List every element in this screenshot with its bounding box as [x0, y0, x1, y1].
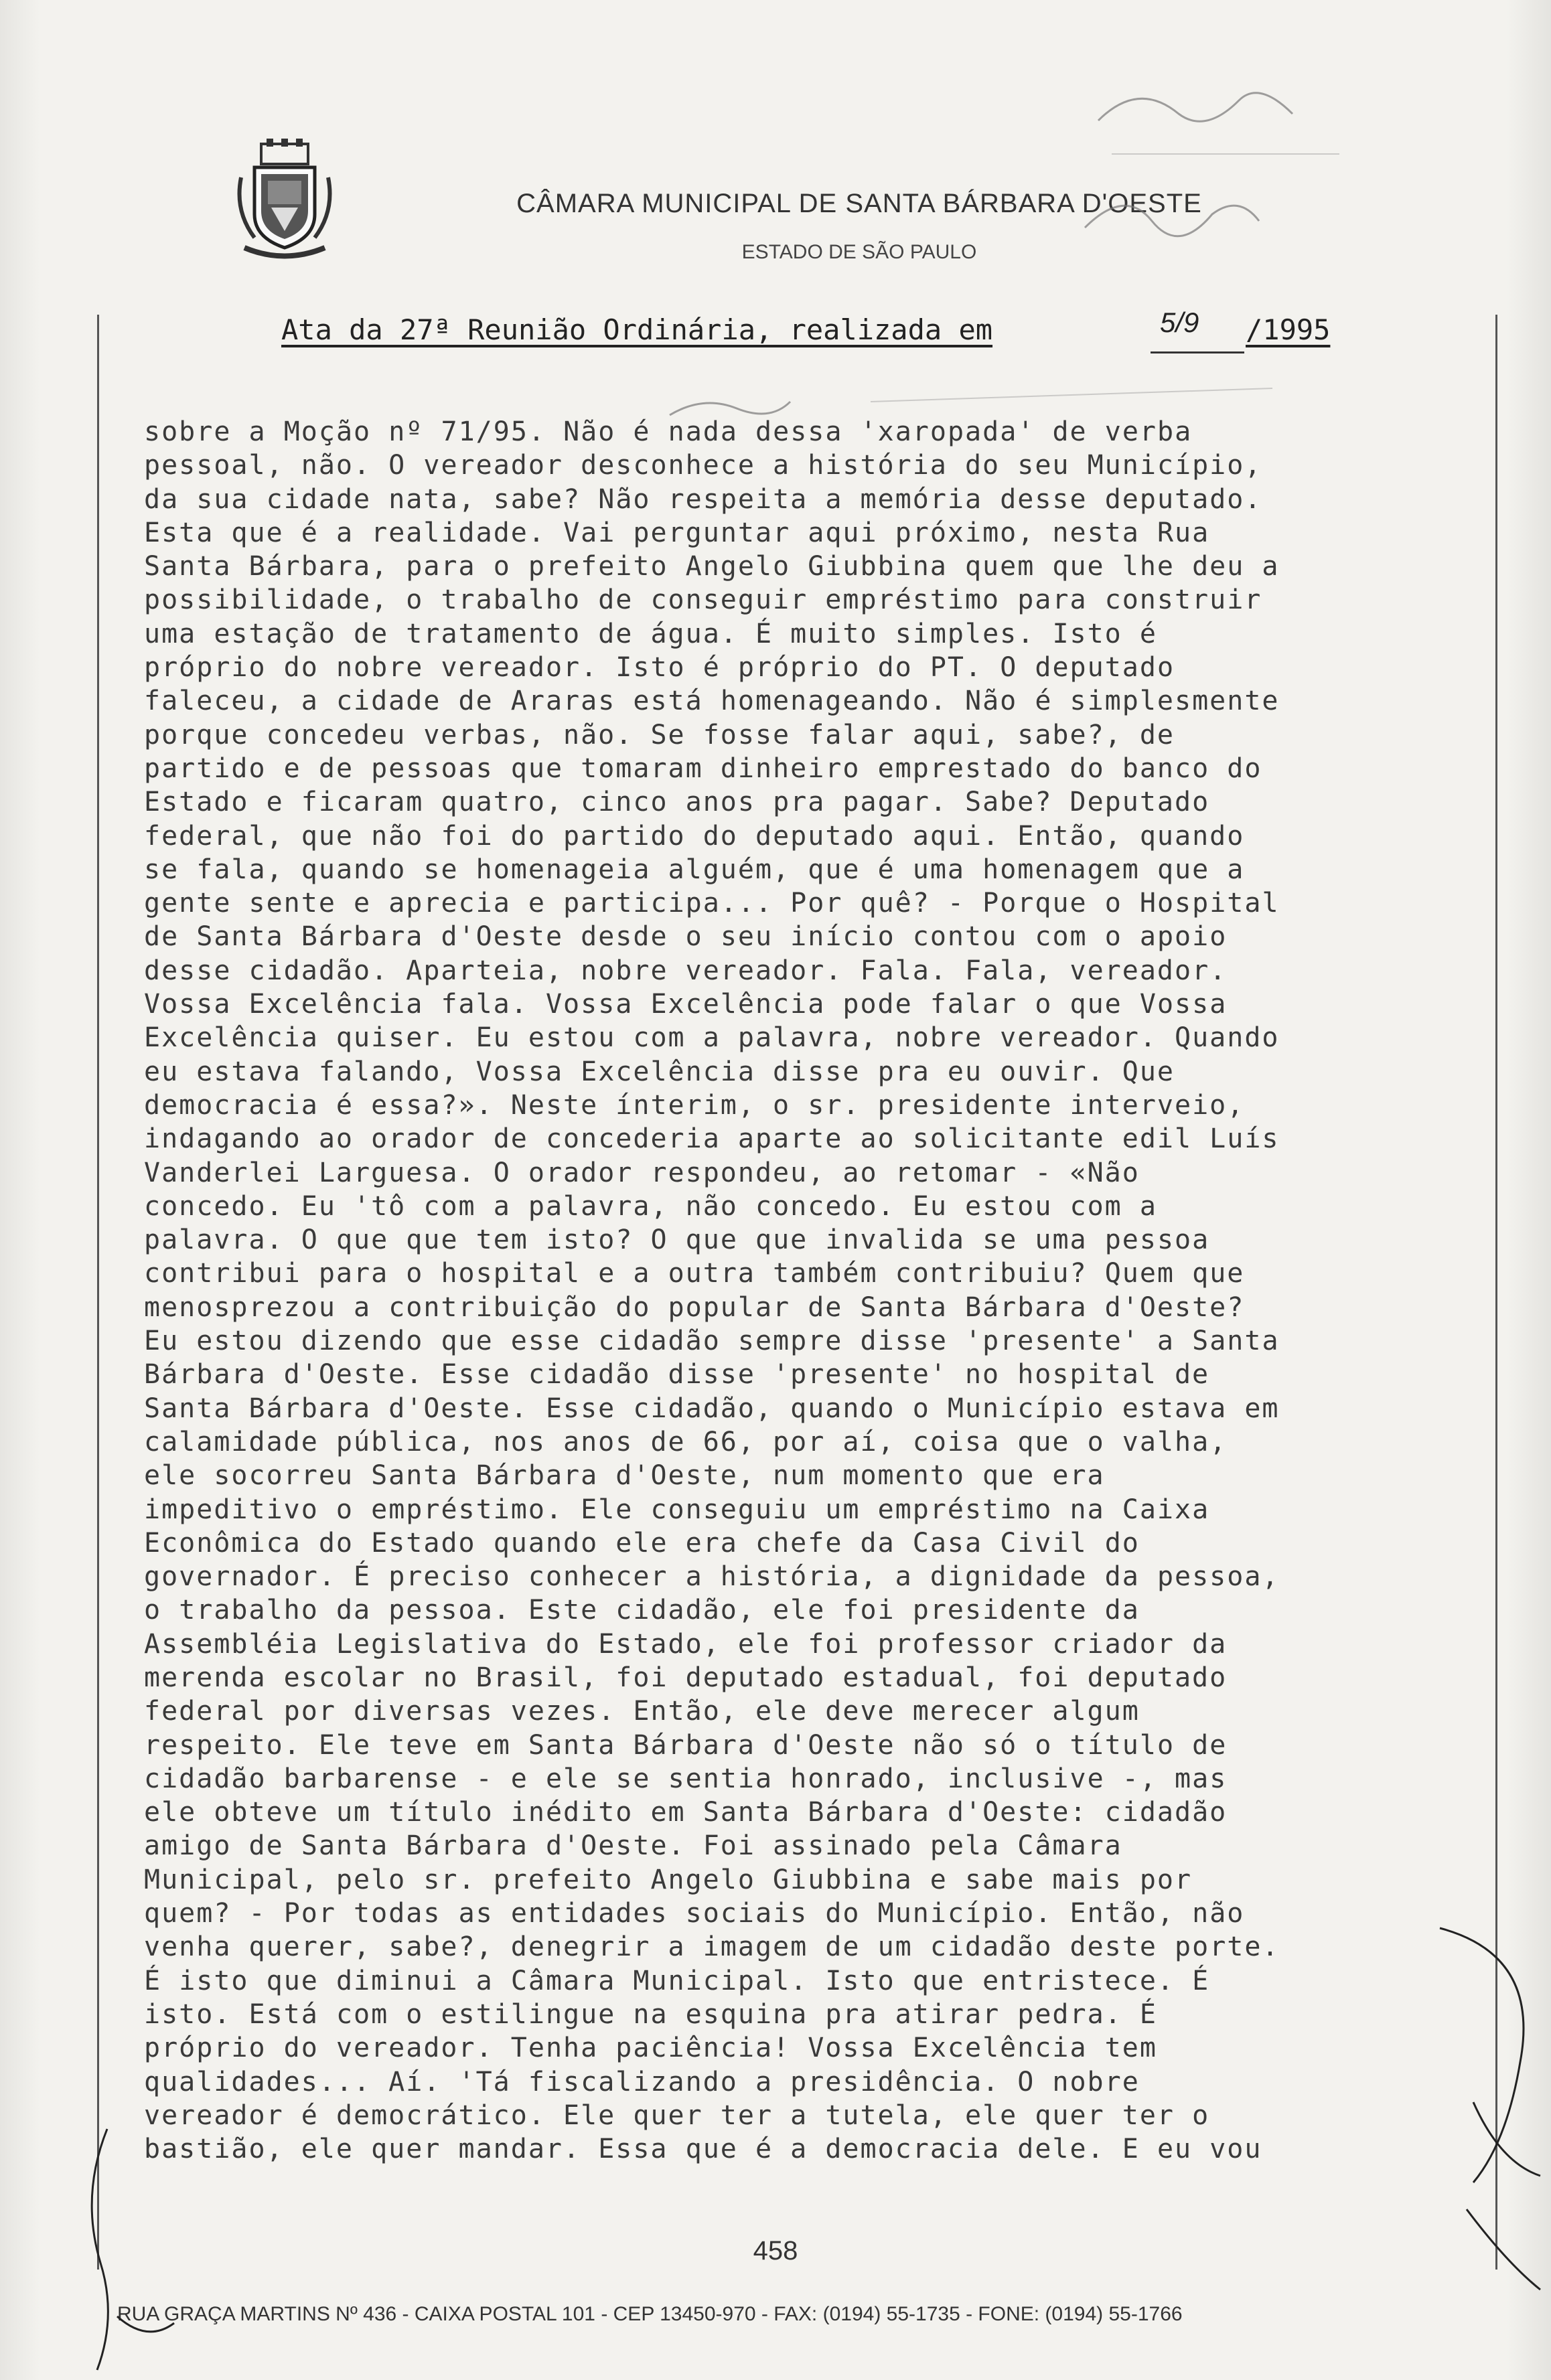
text-line: da sua cidade nata, sabe? Não respeita a memória desse deputado.	[144, 483, 1262, 515]
text-line: cidadão barbarense - e ele se sentia honrado, inclusive -, mas	[144, 1763, 1228, 1794]
text-line: Vossa Excelência fala. Vossa Excelência pode falar o que Vossa	[144, 989, 1228, 1020]
minutes-body-text	[144, 415, 1473, 2166]
text-line: ele socorreu Santa Bárbara d'Oeste, num momento que era	[144, 1460, 1105, 1492]
text-line: o trabalho da pessoa. Este cidadão, ele foi presidente da	[144, 1595, 1140, 1626]
text-line: Excelência quiser. Eu estou com a palavra, nobre vereador. Quando	[144, 1022, 1280, 1054]
session-year: /1995	[1246, 313, 1331, 346]
text-line: contribui para o hospital e a outra também contribuiu? Quem que	[144, 1258, 1245, 1289]
text-line: menosprezou a contribuição do popular de Santa Bárbara d'Oeste?	[144, 1291, 1245, 1323]
text-line: respeito. Ele teve em Santa Bárbara d'Oeste não só o título de	[144, 1729, 1228, 1761]
text-line: sobre a Moção nº 71/95. Não é nada dessa 'xaropada' de verba	[144, 416, 1193, 447]
text-line: faleceu, a cidade de Araras está homenageando. Não é simplesmente	[144, 686, 1280, 717]
text-line: Santa Bárbara d'Oeste. Esse cidadão, quando o Município estava em	[144, 1393, 1280, 1424]
session-title: Ata da 27ª Reunião Ordinária, realizada em	[281, 313, 993, 346]
left-margin-line	[97, 315, 99, 2270]
text-line: Vanderlei Larguesa. O orador respondeu, ao retomar - «Não	[144, 1157, 1140, 1188]
text-line: possibilidade, o trabalho de conseguir empréstimo para construir	[144, 584, 1262, 616]
text-line: qualidades... Aí. 'Tá fiscalizando a presidência. O nobre	[144, 2066, 1140, 2097]
text-line: federal, que não foi do partido do deputado aqui. Então, quando	[144, 820, 1245, 852]
text-line: democracia é essa?». Neste ínterim, o sr. presidente interveio,	[144, 1089, 1245, 1121]
text-line: ele obteve um título inédito em Santa Bárbara d'Oeste: cidadão	[144, 1797, 1228, 1828]
text-line: isto. Está com o estilingue na esquina pra atirar pedra. É	[144, 1998, 1157, 2030]
text-line: venha querer, sabe?, denegrir a imagem de um cidadão deste porte.	[144, 1931, 1280, 1963]
text-line: eu estava falando, Vossa Excelência disse pra eu ouvir. Que	[144, 1056, 1175, 1087]
text-line: próprio do vereador. Tenha paciência! Vossa Excelência tem	[144, 2033, 1157, 2064]
right-margin-line	[1495, 315, 1497, 2270]
text-line: merenda escolar no Brasil, foi deputado estadual, foi deputado	[144, 1662, 1228, 1693]
text-line: desse cidadão. Aparteia, nobre vereador. Fala. Fala, vereador.	[144, 955, 1228, 986]
state-name: ESTADO DE SÃO PAULO	[741, 241, 977, 263]
institution-name: CÂMARA MUNICIPAL DE SANTA BÁRBARA D'OESTE	[516, 189, 1202, 218]
text-line: É isto que diminui a Câmara Municipal. Isto que entristece. É	[144, 1965, 1210, 1996]
text-line: porque concedeu verbas, não. Se fosse falar aqui, sabe?, de	[144, 719, 1175, 750]
text-line: de Santa Bárbara d'Oeste desde o seu início contou com o apoio	[144, 921, 1228, 953]
text-line: impeditivo o empréstimo. Ele conseguiu um empréstimo na Caixa	[144, 1494, 1210, 1525]
text-line: Esta que é a realidade. Vai perguntar aqui próximo, nesta Rua	[144, 517, 1210, 548]
text-line: gente sente e aprecia e participa... Por quê? - Porque o Hospital	[144, 888, 1280, 919]
text-line: Eu estou dizendo que esse cidadão sempre disse 'presente' a Santa	[144, 1326, 1280, 1357]
text-line: palavra. O que que tem isto? O que que invalida se uma pessoa	[144, 1224, 1210, 1256]
text-line: vereador é democrático. Ele quer ter a tutela, ele quer ter o	[144, 2099, 1210, 2131]
session-date: 5/9	[1160, 307, 1199, 338]
text-line: Municipal, pelo sr. prefeito Angelo Giubbina e sabe mais por	[144, 1864, 1193, 1895]
text-line: Econômica do Estado quando ele era chefe da Casa Civil do	[144, 1527, 1140, 1559]
text-line: amigo de Santa Bárbara d'Oeste. Foi assinado pela Câmara	[144, 1830, 1122, 1862]
text-line: Assembléia Legislativa do Estado, ele foi professor criador da	[144, 1628, 1228, 1660]
page-number: 458	[753, 2236, 798, 2266]
text-line: calamidade pública, nos anos de 66, por aí, coisa que o valha,	[144, 1426, 1228, 1457]
text-line: indagando ao orador de concederia aparte ao solicitante edil Luís	[144, 1123, 1280, 1155]
text-line: se fala, quando se homenageia alguém, que é uma homenagem que a	[144, 854, 1245, 885]
text-line: Bárbara d'Oeste. Esse cidadão disse 'presente' no hospital de	[144, 1359, 1210, 1391]
text-line: concedo. Eu 'tô com a palavra, não concedo. Eu estou com a	[144, 1190, 1157, 1222]
footer-address: RUA GRAÇA MARTINS Nº 436 - CAIXA POSTAL 101 - CEP 13450-970 - FAX: (0194) 55-1735 - FONE: (0194) 55-1766	[117, 2303, 1183, 2325]
text-line: próprio do nobre vereador. Isto é próprio do PT. O deputado	[144, 652, 1175, 684]
text-line: Estado e ficaram quatro, cinco anos pra pagar. Sabe? Deputado	[144, 787, 1210, 818]
text-line: federal por diversas vezes. Então, ele deve merecer algum	[144, 1696, 1140, 1727]
text-line: bastião, ele quer mandar. Essa que é a democracia dele. E eu vou	[144, 2134, 1262, 2165]
text-line: Santa Bárbara, para o prefeito Angelo Giubbina quem que lhe deu a	[144, 551, 1280, 582]
date-underline	[1151, 351, 1244, 353]
text-line: pessoal, não. O vereador desconhece a história do seu Município,	[144, 450, 1262, 481]
text-line: uma estação de tratamento de água. É muito simples. Isto é	[144, 618, 1157, 649]
text-line: quem? - Por todas as entidades sociais do Município. Então, não	[144, 1898, 1245, 1929]
text-line: partido e de pessoas que tomaram dinheiro emprestado do banco do	[144, 752, 1262, 784]
text-line: governador. É preciso conhecer a história, a dignidade da pessoa,	[144, 1561, 1280, 1593]
